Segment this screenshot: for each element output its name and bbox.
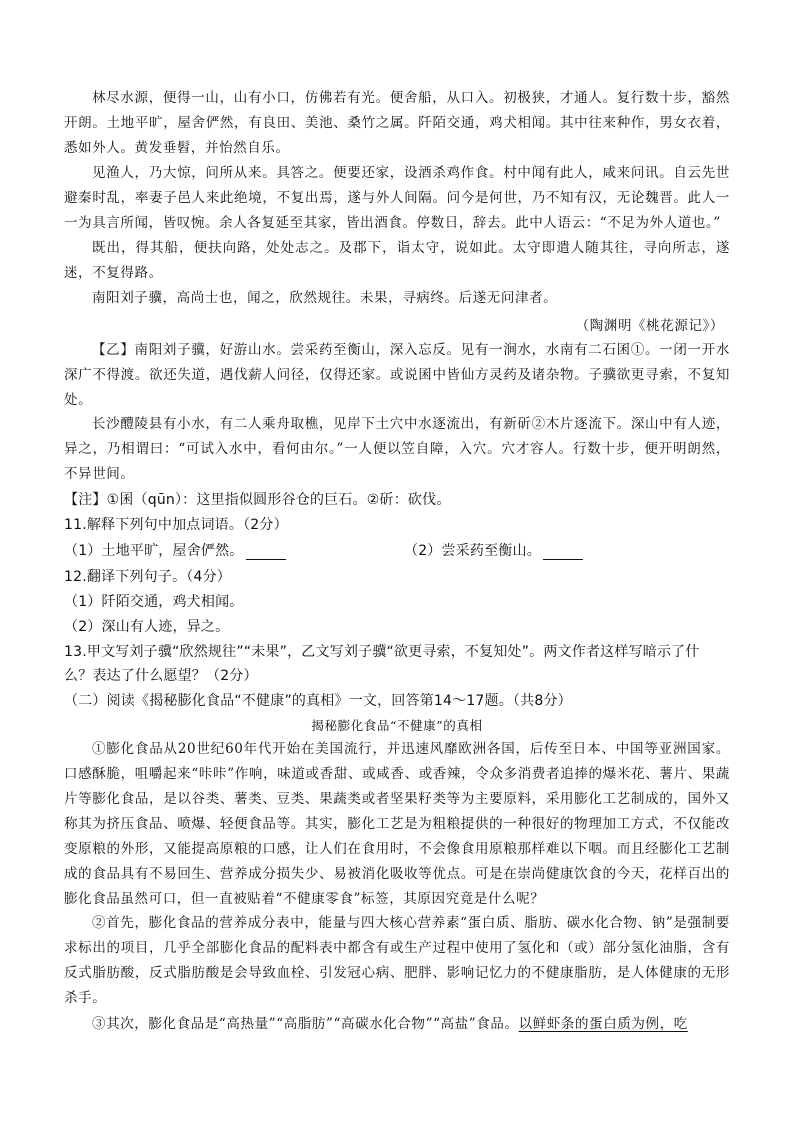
article-title: 揭秘膨化食品“不健康”的真相 [311, 718, 483, 733]
question-11: 11.解释下列句中加点词语。（2分） [64, 517, 288, 533]
jia-source: （陶渊明《桃花源记》） [575, 318, 724, 334]
article-underlined-sentence: 以鲜虾条的蛋白质为例，吃 [518, 1016, 688, 1032]
question-12-item-1: （1）阡陌交通，鸡犬相闻。 [64, 594, 244, 610]
question-11-item-1 [64, 540, 286, 560]
section-two-heading: （二）阅读《揭秘膨化食品“不健康”的真相》一文，回答第14～17题。（共8分） [64, 693, 572, 709]
jia-paragraph-1: 林尽水源，便得一山，山有小口，仿佛若有光。便舍船，从口入。初极狭，才通人。复行数十步，豁然开朗。土地平旷，屋舍俨然，有良田、美池、桑竹之属。阡陌交通，鸡犬相闻。其中往来种作，男女衣着，悉如外人。黄发垂髫，并怡然自乐。 [64, 90, 730, 156]
question-11-item-1-text: （1）土地平旷，屋舍俨然。 [64, 543, 244, 559]
yi-paragraph-1: 【乙】南阳刘子骥，好游山水。尝采药至衡山，深入忘反。见有一涧水，水南有二石囷①。一闭一开水深广不得渡。欲还失道，遇伐薪人问径，仅得还家。或说囷中皆仙方灵药及诸杂物。子骥欲更寻索，不复知处。 [64, 342, 730, 408]
answer-blank[interactable] [246, 545, 286, 560]
annotation-note: 【注】①囷（qūn）：这里指似圆形谷仓的巨石。②斫：砍伐。 [64, 492, 451, 508]
yi-paragraph-2: 长沙醴陵县有小水，有二人乘舟取樵，见岸下土穴中水逐流出，有新斫②木片逐流下。深山中有人迹，异之，乃相谓曰：“可试入水中，看何由尔。”一人便以笠自障，入穴。穴才容人。行数十步，便开明朗然，不异世间。 [64, 416, 730, 482]
article-paragraph-1: ①膨化食品从20世纪60年代开始在美国流行，并迅速风靡欧洲各国，后传至日本、中国等亚洲国家。口感酥脆，咀嚼起来“咔咔”作响，味道或香甜、或咸香、或香辣，令众多消费者追捧的爆米花、薯片、果蔬片等膨化食品，是以谷类、薯类、豆类、果蔬类或者坚果籽类等为主要原料，采用膨化工艺制成的，国外又称其为挤压食品、喷爆、轻便食品等。其实，膨化工艺是为粗粮提供的一种很好的物理加工方式，不仅能改变原粮的外形，又能提高原粮的口感，让人们在食用时，不会像食用原粮那样难以下咽。而且经膨化工艺制成的食品具有不易回生、营养成分损失少、易被消化吸收等优点。可是在崇尚健康饮食的今天，花样百出的膨化食品虽然可口，但一直被贴着“不健康零食”标签，其原因究竟是什么呢？ [64, 741, 730, 907]
question-13-line-1: 13.甲文写刘子骥“欣然规往”“未果”，乙文写刘子骥“欲更寻索，不复知处”。两文作者这样写暗示了什 [64, 644, 700, 660]
article-paragraph-2: ②首先，膨化食品的营养成分表中，能量与四大核心营养素“蛋白质、脂肪、碳水化合物、钠”是强制要求标出的项目，几乎全部膨化食品的配料表中都含有或生产过程中使用了氢化和（或）部分氢化油脂，含有反式脂肪酸，反式脂肪酸是会导致血栓、引发冠心病、肥胖、影响记忆力的不健康脂肪，是人体健康的无形杀手。 [64, 915, 730, 1006]
jia-paragraph-2: 见渔人，乃大惊，问所从来。具答之。便要还家，设酒杀鸡作食。村中闻有此人，咸来问讯。自云先世避秦时乱，率妻子邑人来此绝境，不复出焉，遂与外人间隔。问今是何世，乃不知有汉，无论魏晋。此人一一为具言所闻，皆叹惋。余人各复延至其家，皆出酒食。停数日，辞去。此中人语云：“不足为外人道也。” [64, 165, 730, 231]
article-paragraph-3 [64, 1012, 730, 1037]
jia-paragraph-4: 南阳刘子骥，高尚士也，闻之，欣然规往。未果，寻病终。后遂无问津者。 [92, 290, 558, 306]
question-13-line-2: 么？表达了什么愿望？（2分） [64, 668, 258, 684]
question-12-item-2: （2）深山有人迹，异之。 [64, 619, 230, 635]
jia-paragraph-3: 既出，得其船，便扶向路，处处志之。及郡下，诣太守，说如此。太守即遣人随其往，寻向所志，遂迷，不复得路。 [64, 240, 730, 281]
question-11-item-2 [404, 540, 583, 560]
article-paragraph-3-text: ③其次，膨化食品是“高热量”“高脂肪”“高碳水化合物”“高盐”食品。 [92, 1016, 519, 1032]
question-11-item-2-text: （2）尝采药至衡山。 [404, 543, 541, 559]
answer-blank[interactable] [543, 545, 583, 560]
question-12: 12.翻译下列句子。（4分） [64, 569, 231, 585]
